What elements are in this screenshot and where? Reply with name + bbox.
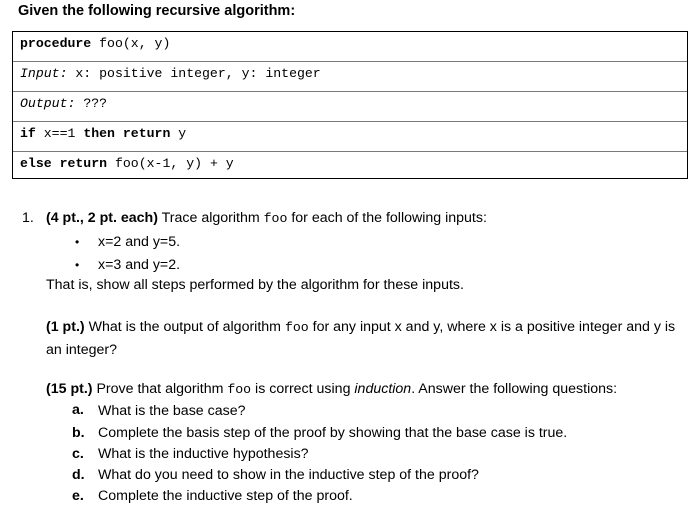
q2-points: (1 pt.) [46, 319, 85, 335]
q3-item-text: Complete the inductive step of the proof. [98, 488, 353, 504]
algo-text: y [170, 126, 187, 141]
q2-text [46, 316, 686, 361]
keyword: then return [83, 126, 171, 141]
q2-code: foo [284, 320, 309, 335]
q3-emphasis: induction [354, 381, 412, 397]
q3-text-part: Prove that algorithm [92, 381, 228, 397]
q1-bullet-item: x=2 and y=5. [98, 234, 181, 250]
algo-line-input [20, 66, 321, 81]
q3-item-label: d. [72, 467, 85, 483]
algo-line-else [20, 156, 234, 171]
q3-code: foo [227, 382, 252, 397]
q1-followup: That is, show all steps performed by the algorithm for these inputs. [46, 277, 464, 293]
q3-points: (15 pt.) [46, 381, 93, 397]
algo-line-if [20, 126, 186, 141]
q1-bullet-item: x=3 and y=2. [98, 257, 181, 273]
q2-text-part: What is the output of algorithm [84, 319, 285, 335]
q1-text [46, 208, 487, 229]
q3-item-text: What do you need to show in the inductive step of the proof? [98, 467, 479, 483]
algo-text: foo(x, y) [91, 36, 171, 51]
q1-text-part: Trace algorithm [157, 210, 264, 226]
keyword: if [20, 126, 36, 141]
q3-text [46, 379, 617, 400]
algo-text: foo(x-1, y) + y [107, 156, 234, 171]
algo-line-procedure [20, 36, 170, 51]
q3-text-part: is correct using [251, 381, 355, 397]
algo-line-output [20, 96, 107, 111]
q3-item-label: a. [72, 402, 84, 418]
q2-text-part: for any input x and y, where x is a positive integer and y is an integer? [46, 319, 676, 358]
q1-number: 1. [22, 210, 34, 226]
page-title: Given the following recursive algorithm: [18, 3, 296, 19]
keyword: else return [20, 156, 108, 171]
algo-text: x==1 [35, 126, 84, 141]
divider [13, 121, 687, 122]
divider [13, 61, 687, 62]
bullet-icon: • [75, 258, 80, 272]
algo-text: ??? [75, 96, 108, 111]
q3-item-text: Complete the basis step of the proof by showing that the base case is true. [98, 425, 568, 441]
divider [13, 151, 687, 152]
q3-item-label: e. [72, 488, 84, 504]
q1-points: (4 pt., 2 pt. each) [46, 210, 158, 226]
q3-item-text: What is the inductive hypothesis? [98, 446, 309, 462]
algorithm-box [12, 31, 688, 179]
q1-text-part: for each of the following inputs: [287, 210, 487, 226]
divider [13, 91, 687, 92]
q3-item-label: c. [72, 446, 84, 462]
keyword: procedure [20, 36, 92, 51]
algo-text: x: positive integer, y: integer [67, 66, 321, 81]
algo-label: Output: [20, 96, 76, 111]
bullet-icon: • [75, 235, 80, 249]
q3-item-text: What is the base case? [98, 403, 246, 419]
algo-label: Input: [20, 66, 68, 81]
q1-code: foo [263, 211, 288, 226]
q3-item-label: b. [72, 425, 85, 441]
q3-text-part: . Answer the following questions: [411, 381, 618, 397]
